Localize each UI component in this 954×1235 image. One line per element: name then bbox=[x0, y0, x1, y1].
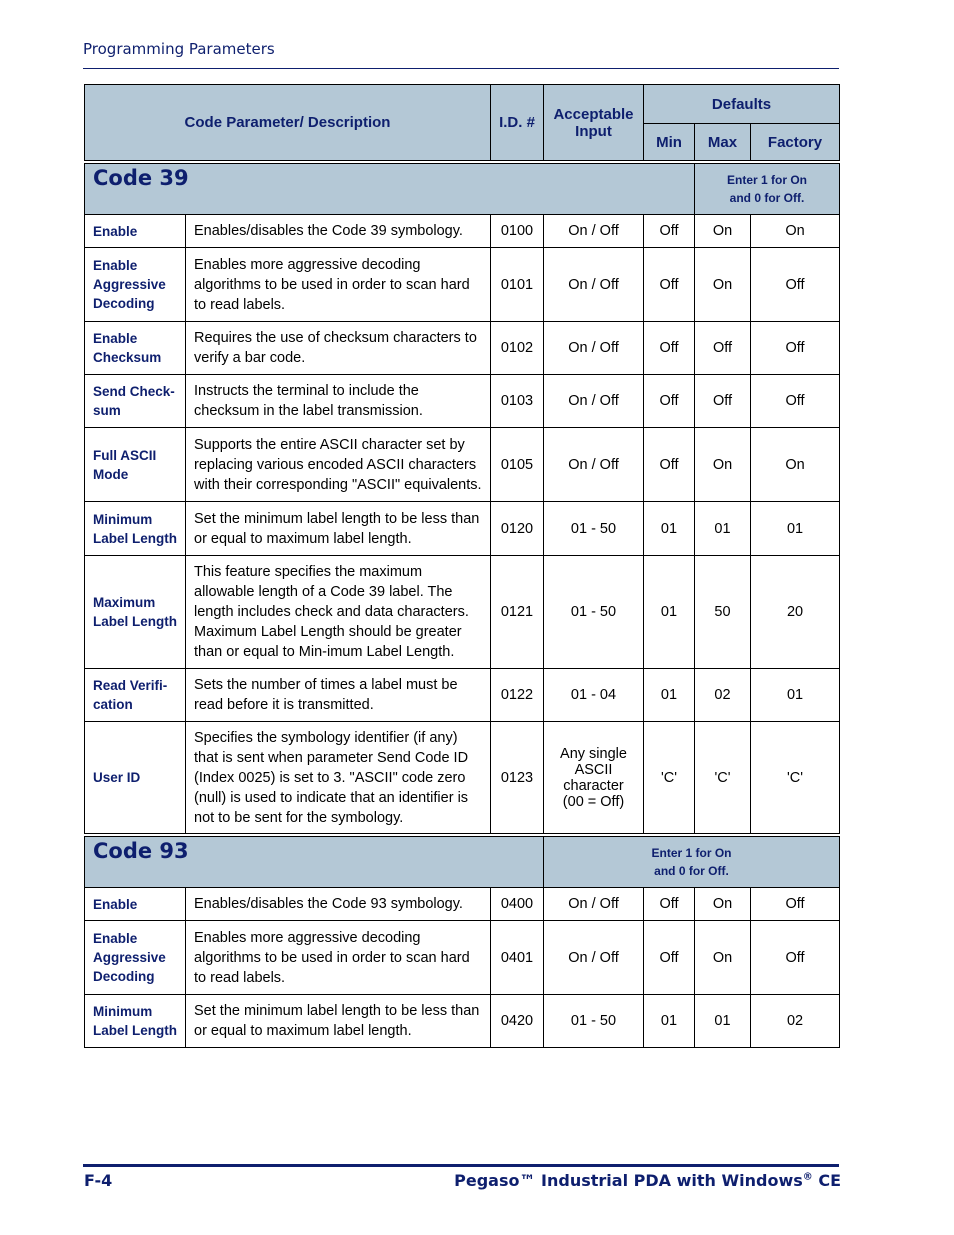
acceptable-input-cell: 01 - 50 bbox=[544, 556, 644, 669]
header-rule bbox=[83, 68, 839, 69]
parameter-description-cell: Specifies the symbology identifier (if any) that is sent when parameter Send Code ID (Index 0025) is set to 3. "ASCII" code zero (null) is used to indicate that an identifier is not to be sent for the symbology. bbox=[186, 722, 491, 834]
acceptable-input-cell: On / Off bbox=[544, 375, 644, 428]
default-factory-cell: Off bbox=[751, 921, 840, 995]
min-header: Min bbox=[644, 124, 695, 161]
defaults-header: Defaults bbox=[644, 85, 840, 124]
parameter-id-cell: 0122 bbox=[491, 669, 544, 722]
default-factory-cell: Off bbox=[751, 248, 840, 322]
section-header-row bbox=[85, 164, 840, 215]
default-factory-cell: 20 bbox=[751, 556, 840, 669]
acceptable-input-cell: Any single ASCII character (00 = Off) bbox=[544, 722, 644, 834]
page-number: F-4 bbox=[84, 1171, 113, 1190]
parameter-id-cell: 0401 bbox=[491, 921, 544, 995]
parameter-table bbox=[84, 84, 840, 1048]
parameter-id-cell: 0120 bbox=[491, 502, 544, 556]
registered-mark: ® bbox=[802, 1171, 813, 1183]
default-min-cell: Off bbox=[644, 215, 695, 248]
section-note-line: Enter 1 for On bbox=[727, 173, 808, 187]
default-factory-cell: 'C' bbox=[751, 722, 840, 834]
acceptable-input-cell: 01 - 50 bbox=[544, 502, 644, 556]
parameter-name-cell: Minimum Label Length bbox=[85, 502, 186, 556]
table-row bbox=[85, 995, 840, 1048]
parameter-id-cell: 0101 bbox=[491, 248, 544, 322]
default-max-cell: 'C' bbox=[695, 722, 751, 834]
default-min-cell: 01 bbox=[644, 995, 695, 1048]
default-factory-cell: 02 bbox=[751, 995, 840, 1048]
default-factory-cell: On bbox=[751, 215, 840, 248]
default-min-cell: Off bbox=[644, 322, 695, 375]
book-title-suffix: CE bbox=[812, 1171, 841, 1190]
section-note-line: and 0 for Off. bbox=[729, 191, 805, 205]
acceptable-input-cell: On / Off bbox=[544, 322, 644, 375]
default-min-cell: 01 bbox=[644, 502, 695, 556]
table-row bbox=[85, 888, 840, 921]
parameter-description-cell: Enables/disables the Code 93 symbology. bbox=[186, 888, 491, 921]
default-min-cell: 'C' bbox=[644, 722, 695, 834]
default-factory-cell: 01 bbox=[751, 669, 840, 722]
table-row bbox=[85, 375, 840, 428]
book-title-text: Pegaso™ Industrial PDA with Windows bbox=[454, 1171, 803, 1190]
table-row bbox=[85, 248, 840, 322]
section-note bbox=[544, 837, 840, 888]
default-min-cell: 01 bbox=[644, 669, 695, 722]
acceptable-input-cell: On / Off bbox=[544, 888, 644, 921]
table-row bbox=[85, 502, 840, 556]
parameter-description-cell: Enables more aggressive decoding algorithms to be used in order to scan hard to read labels. bbox=[186, 921, 491, 995]
parameter-description-cell: Set the minimum label length to be less than or equal to maximum label length. bbox=[186, 502, 491, 556]
parameter-description-cell: Set the minimum label length to be less than or equal to maximum label length. bbox=[186, 995, 491, 1048]
parameter-name-cell: Enable Aggressive Decoding bbox=[85, 921, 186, 995]
default-max-cell: On bbox=[695, 888, 751, 921]
default-min-cell: Off bbox=[644, 248, 695, 322]
parameter-description-cell: Sets the number of times a label must be read before it is transmitted. bbox=[186, 669, 491, 722]
parameter-id-cell: 0100 bbox=[491, 215, 544, 248]
running-header: Programming Parameters bbox=[83, 40, 275, 58]
section-header-row bbox=[85, 837, 840, 888]
default-max-cell: On bbox=[695, 215, 751, 248]
parameter-description-cell: Instructs the terminal to include the checksum in the label transmission. bbox=[186, 375, 491, 428]
parameter-name-cell: User ID bbox=[85, 722, 186, 834]
parameter-name-cell: Enable Checksum bbox=[85, 322, 186, 375]
parameter-description-cell: Enables/disables the Code 39 symbology. bbox=[186, 215, 491, 248]
factory-header: Factory bbox=[751, 124, 840, 161]
default-factory-cell: 01 bbox=[751, 502, 840, 556]
default-max-cell: Off bbox=[695, 322, 751, 375]
parameter-name-cell: Read Verifi-cation bbox=[85, 669, 186, 722]
parameter-name-cell: Enable Aggressive Decoding bbox=[85, 248, 186, 322]
default-factory-cell: Off bbox=[751, 375, 840, 428]
default-max-cell: On bbox=[695, 248, 751, 322]
section-note bbox=[695, 164, 840, 215]
parameter-name-cell: Full ASCII Mode bbox=[85, 428, 186, 502]
default-factory-cell: Off bbox=[751, 888, 840, 921]
table-row bbox=[85, 556, 840, 669]
default-max-cell: 50 bbox=[695, 556, 751, 669]
acceptable-input-cell: On / Off bbox=[544, 921, 644, 995]
id-header: I.D. # bbox=[491, 85, 544, 161]
table-row bbox=[85, 428, 840, 502]
default-max-cell: On bbox=[695, 428, 751, 502]
parameter-name-cell: Enable bbox=[85, 888, 186, 921]
acceptable-input-cell: On / Off bbox=[544, 428, 644, 502]
acceptable-input-cell: 01 - 50 bbox=[544, 995, 644, 1048]
parameter-description-cell: Supports the entire ASCII character set by replacing various encoded ASCII characters with their corresponding "ASCII" equivalents. bbox=[186, 428, 491, 502]
default-max-cell: On bbox=[695, 921, 751, 995]
parameter-name-cell: Minimum Label Length bbox=[85, 995, 186, 1048]
parameter-description-cell: Requires the use of checksum characters to verify a bar code. bbox=[186, 322, 491, 375]
section-title: Code 93 bbox=[85, 837, 544, 888]
parameter-id-cell: 0123 bbox=[491, 722, 544, 834]
table-row bbox=[85, 921, 840, 995]
section-note-line: Enter 1 for On bbox=[651, 846, 732, 860]
default-min-cell: Off bbox=[644, 888, 695, 921]
max-header: Max bbox=[695, 124, 751, 161]
default-factory-cell: Off bbox=[751, 322, 840, 375]
parameter-description-cell: This feature specifies the maximum allowable length of a Code 39 label. The length includes check and data characters. Maximum Label Length should be greater than or equal to Min-imum Label Length. bbox=[186, 556, 491, 669]
default-max-cell: Off bbox=[695, 375, 751, 428]
default-min-cell: Off bbox=[644, 428, 695, 502]
table-body bbox=[85, 161, 840, 1048]
default-max-cell: 01 bbox=[695, 995, 751, 1048]
parameter-name-cell: Enable bbox=[85, 215, 186, 248]
table-row bbox=[85, 215, 840, 248]
acceptable-input-header: Acceptable Input bbox=[544, 85, 644, 161]
parameter-id-cell: 0102 bbox=[491, 322, 544, 375]
default-max-cell: 01 bbox=[695, 502, 751, 556]
footer-rule bbox=[83, 1164, 839, 1167]
default-factory-cell: On bbox=[751, 428, 840, 502]
default-max-cell: 02 bbox=[695, 669, 751, 722]
default-min-cell: 01 bbox=[644, 556, 695, 669]
acceptable-input-cell: On / Off bbox=[544, 248, 644, 322]
description-header: Code Parameter/ Description bbox=[85, 85, 491, 161]
parameter-id-cell: 0400 bbox=[491, 888, 544, 921]
acceptable-input-cell: 01 - 04 bbox=[544, 669, 644, 722]
parameter-id-cell: 0420 bbox=[491, 995, 544, 1048]
acceptable-input-cell: On / Off bbox=[544, 215, 644, 248]
parameter-name-cell: Maximum Label Length bbox=[85, 556, 186, 669]
table-row bbox=[85, 669, 840, 722]
default-min-cell: Off bbox=[644, 921, 695, 995]
parameter-name-cell: Send Check-sum bbox=[85, 375, 186, 428]
book-title bbox=[454, 1171, 841, 1190]
table-row bbox=[85, 722, 840, 834]
section-title: Code 39 bbox=[85, 164, 695, 215]
section-note-line: and 0 for Off. bbox=[654, 864, 729, 878]
table-row bbox=[85, 322, 840, 375]
parameter-description-cell: Enables more aggressive decoding algorithms to be used in order to scan hard to read labels. bbox=[186, 248, 491, 322]
parameter-id-cell: 0121 bbox=[491, 556, 544, 669]
default-min-cell: Off bbox=[644, 375, 695, 428]
parameter-id-cell: 0105 bbox=[491, 428, 544, 502]
parameter-id-cell: 0103 bbox=[491, 375, 544, 428]
